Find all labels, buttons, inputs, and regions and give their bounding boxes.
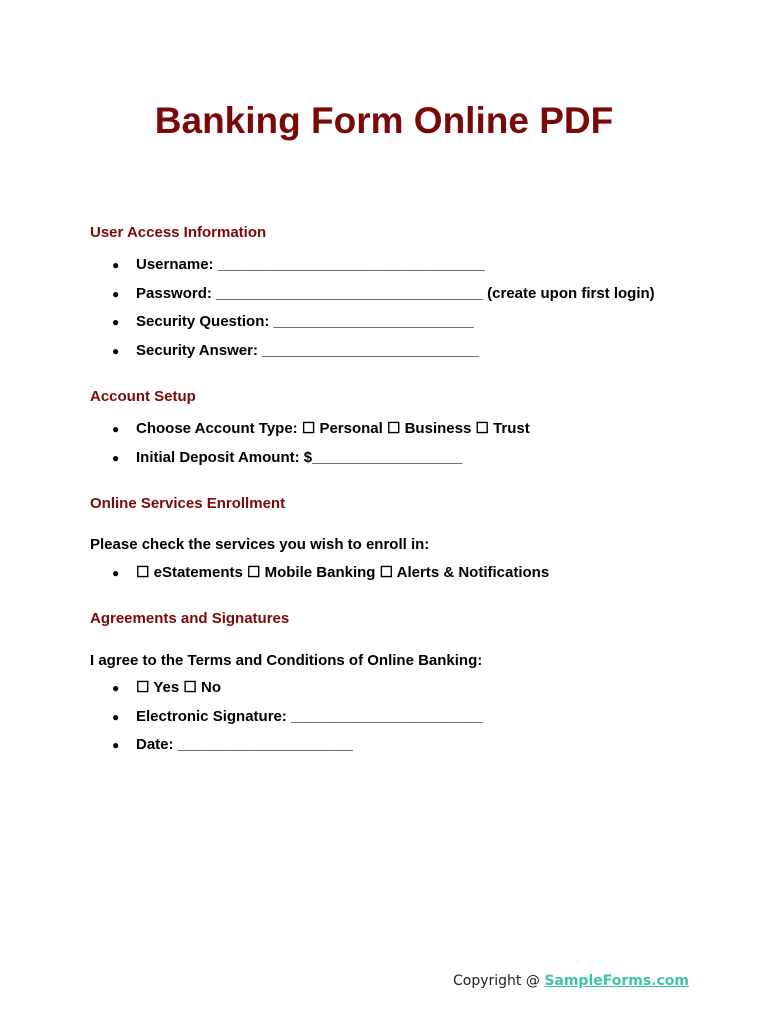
copyright-text: Copyright @ xyxy=(453,973,545,989)
bullet-icon: ● xyxy=(112,422,120,436)
bullet-icon: ● xyxy=(112,709,120,724)
agreements-list xyxy=(112,674,483,760)
security-question-field-label: Security Question: ________________________ xyxy=(136,313,474,330)
page-title: Banking Form Online PDF xyxy=(154,100,614,141)
list-item-password xyxy=(112,280,655,309)
bullet-icon: ● xyxy=(112,450,120,465)
password-field-label: Password: ________________________________ (create upon first login) xyxy=(136,284,655,302)
bullet-icon: ● xyxy=(112,343,120,358)
username-field-label: Username: ________________________________ xyxy=(136,256,485,273)
list-item-services xyxy=(112,559,549,588)
list-item-signature xyxy=(112,703,483,732)
user-access-list xyxy=(112,251,655,365)
list-item-security-answer xyxy=(112,337,655,366)
section-heading-user-access: User Access Information xyxy=(90,224,267,241)
sampleforms-link[interactable]: SampleForms.com xyxy=(544,973,690,989)
online-services-intro: Please check the services you wish to enroll in: xyxy=(90,536,430,553)
security-answer-field-label: Security Answer: __________________________ xyxy=(136,341,480,359)
bullet-icon: ● xyxy=(112,738,120,752)
footer-copyright xyxy=(453,973,689,989)
section-heading-account-setup: Account Setup xyxy=(90,388,196,405)
list-item-account-type xyxy=(112,415,530,444)
services-checkbox-label: ☐ eStatements ☐ Mobile Banking ☐ Alerts & Notifications xyxy=(136,564,550,581)
bullet-icon: ● xyxy=(112,566,120,580)
list-item-security-question xyxy=(112,308,655,337)
bullet-icon: ● xyxy=(112,286,120,301)
list-item-agree xyxy=(112,674,483,703)
bullet-icon: ● xyxy=(112,258,120,272)
initial-deposit-field-label: Initial Deposit Amount: $__________________ xyxy=(136,448,463,466)
bullet-icon: ● xyxy=(112,681,120,695)
section-heading-online-services: Online Services Enrollment xyxy=(90,495,286,512)
agree-checkbox-label: ☐ Yes ☐ No xyxy=(136,679,221,696)
list-item-username xyxy=(112,251,655,280)
agreements-intro: I agree to the Terms and Conditions of Online Banking: xyxy=(90,652,483,669)
list-item-date xyxy=(112,731,483,760)
section-heading-agreements: Agreements and Signatures xyxy=(90,610,290,627)
list-item-initial-deposit xyxy=(112,444,530,473)
bullet-icon: ● xyxy=(112,315,120,329)
signature-field-label: Electronic Signature: _______________________ xyxy=(136,707,483,725)
date-field-label: Date: _____________________ xyxy=(136,736,353,753)
account-type-field-label: Choose Account Type: ☐ Personal ☐ Business ☐ Trust xyxy=(136,420,530,437)
online-services-list xyxy=(112,559,549,588)
account-setup-list xyxy=(112,415,530,472)
